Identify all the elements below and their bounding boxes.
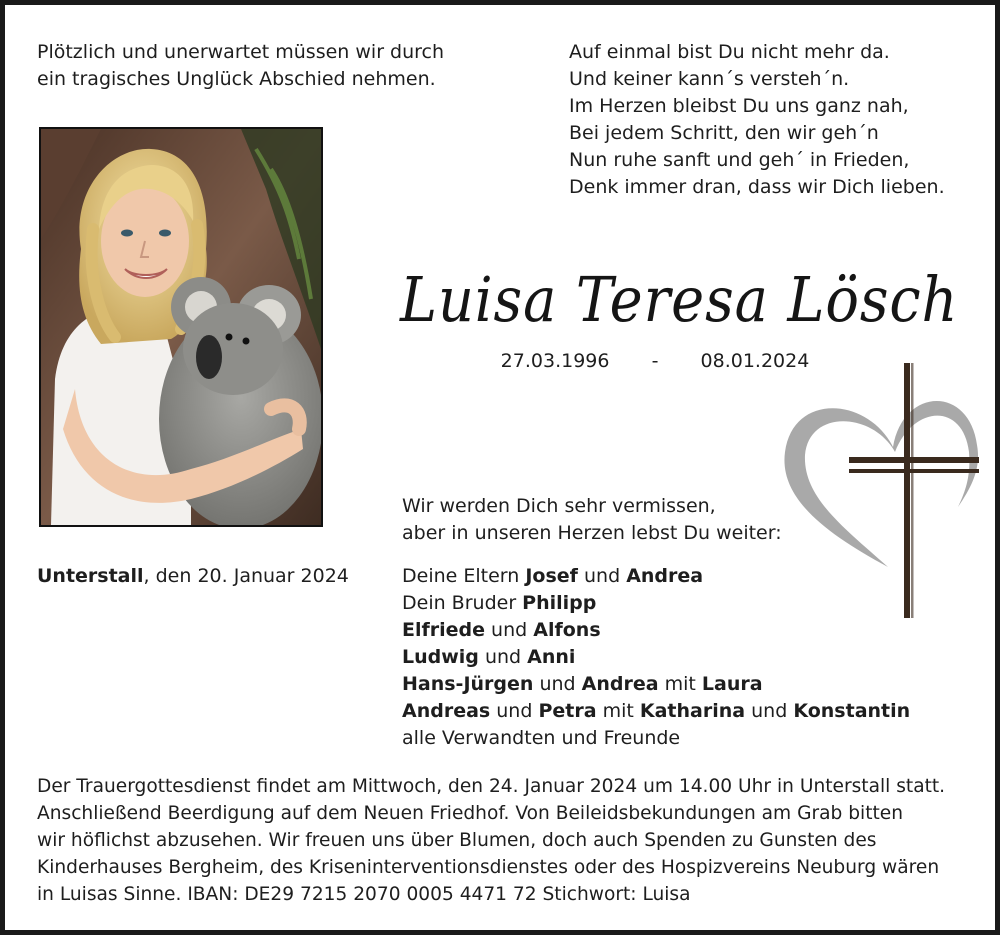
mourner-line: alle Verwandten und Freunde	[402, 727, 681, 749]
cross-horizontal	[849, 457, 979, 463]
farewell-line: Wir werden Dich sehr vermissen,	[402, 495, 716, 517]
mourner-line: Andreas und Petra mit Katharina und Konstantin	[402, 700, 911, 722]
funeral-line: in Luisas Sinne. IBAN: DE29 7215 2070 0005 4471 72 Stichwort: Luisa	[37, 884, 691, 905]
poem	[569, 39, 945, 201]
mourner-line: Deine Eltern Josef und Andrea	[402, 565, 704, 587]
mourner-line: Dein Bruder Philipp	[402, 592, 597, 614]
mourners-list	[402, 563, 910, 752]
poem-line: Bei jedem Schritt, den wir geh´n	[569, 122, 879, 144]
place-date	[37, 563, 349, 590]
poem-line: Im Herzen bleibst Du uns ganz nah,	[569, 95, 909, 117]
mourner-line: Hans-Jürgen und Andrea mit Laura	[402, 673, 763, 695]
cross-horizontal-shadow	[849, 469, 979, 473]
place-town: Unterstall	[37, 565, 144, 587]
place-date-text: , den 20. Januar 2024	[143, 565, 349, 587]
intro-line: ein tragisches Unglück Abschied nehmen.	[37, 68, 436, 90]
farewell-text	[402, 493, 782, 547]
portrait-photo	[39, 127, 323, 527]
death-date: 08.01.2024	[700, 350, 810, 372]
intro-text	[37, 39, 444, 93]
date-separator: -	[651, 350, 659, 372]
funeral-line: Der Trauergottesdienst findet am Mittwoch, den 24. Januar 2024 um 14.00 Uhr in Unterstall statt.	[37, 776, 946, 797]
poem-line: Denk immer dran, dass wir Dich lieben.	[569, 176, 945, 198]
poem-line: Nun ruhe sanft und geh´ in Frieden,	[569, 149, 910, 171]
poem-line: Auf einmal bist Du nicht mehr da.	[569, 41, 890, 63]
cross-vertical-shadow	[911, 363, 914, 618]
funeral-line: wir höflichst abzusehen. Wir freuen uns über Blumen, doch auch Spenden zu Gunsten des	[37, 830, 877, 851]
poem-line: Und keiner kann´s versteh´n.	[569, 68, 850, 90]
funeral-line: Anschließend Beerdigung auf dem Neuen Friedhof. Von Beileidsbekundungen am Grab bitten	[37, 803, 903, 824]
deceased-name: Luisa Teresa Lösch	[400, 263, 959, 336]
portrait-illustration	[41, 129, 321, 525]
birth-date: 27.03.1996	[500, 350, 610, 372]
mourner-line: Ludwig und Anni	[402, 646, 576, 668]
funeral-line: Kinderhauses Bergheim, des Kriseninterventionsdienstes oder des Hospizvereins Neuburg wären	[37, 857, 940, 878]
heart-icon	[784, 401, 978, 567]
funeral-notice	[37, 773, 945, 908]
intro-line: Plötzlich und unerwartet müssen wir durch	[37, 41, 445, 63]
mourner-line: Elfriede und Alfons	[402, 619, 601, 641]
farewell-line: aber in unseren Herzen lebst Du weiter:	[402, 522, 782, 544]
